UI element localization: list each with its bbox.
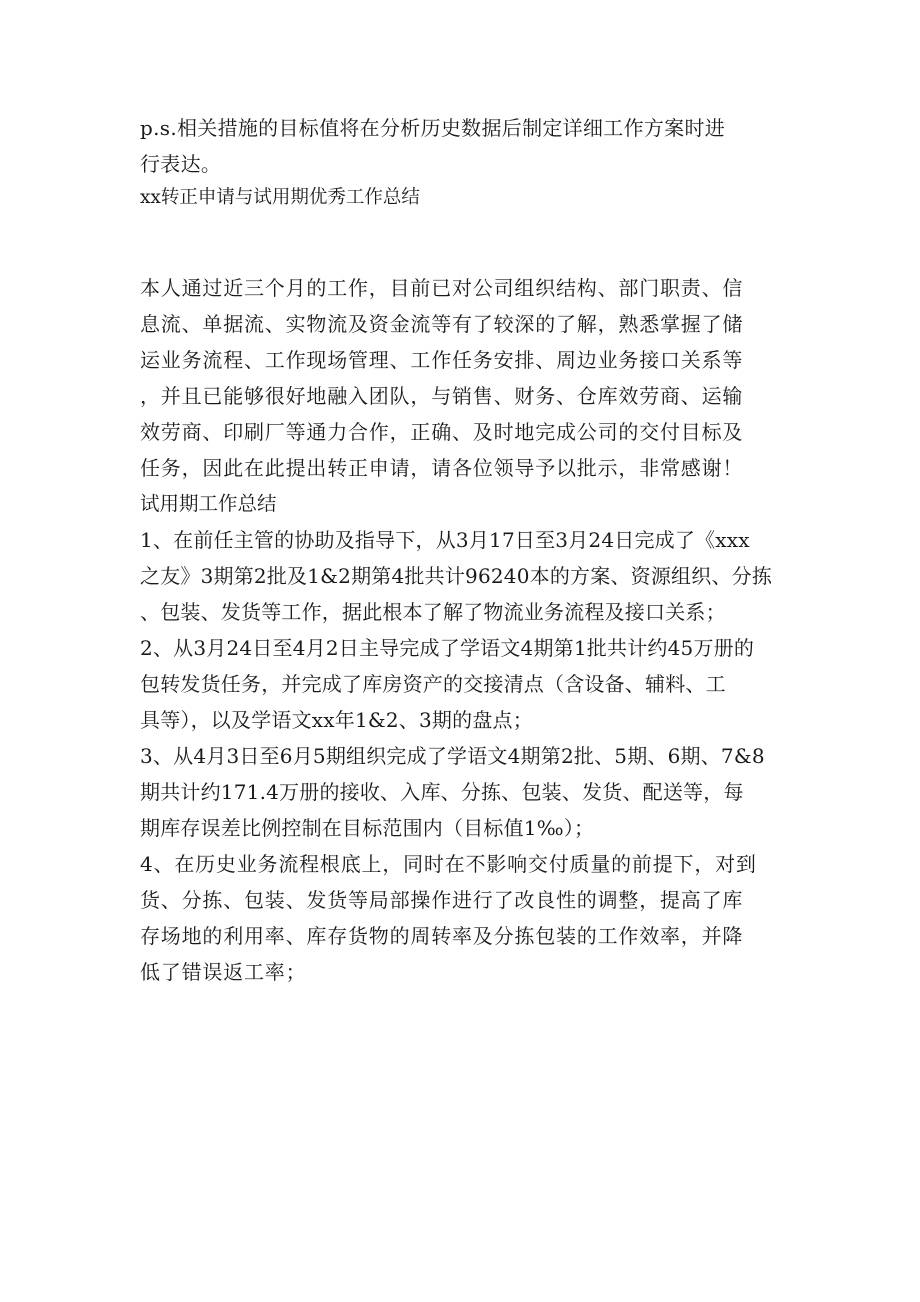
intro-line: 息流、单据流、实物流及资金流等有了较深的了解，熟悉掌握了储 (140, 312, 744, 336)
summary-item-line: 期库存误差比例控制在目标范围内（目标值1‰）； (140, 816, 595, 840)
summary-item-line: 低了错误返工率； (140, 960, 307, 984)
summary-item-line: 3、从4月3日至6月5期组织完成了学语文4期第2批、5期、6期、7&8 (140, 744, 765, 768)
summary-item-1 (140, 522, 785, 630)
intro-line: 本人通过近三个月的工作，目前已对公司组织结构、部门职责、信 (140, 276, 744, 300)
document-body (140, 110, 785, 990)
intro-line: 任务，因此在此提出转正申请，请各位领导予以批示，非常感谢！ (140, 456, 744, 480)
summary-item-line: 1、在前任主管的协助及指导下，从3月17日至3月24日完成了《xxx (140, 528, 750, 552)
intro-paragraph (140, 270, 785, 486)
summary-item-line: 包转发货任务，并完成了库房资产的交接清点（含设备、辅料、工 (140, 672, 726, 696)
document-title: xx转正申请与试用期优秀工作总结 (140, 187, 420, 208)
summary-item-line: 存场地的利用率、库存货物的周转率及分拣包装的工作效率，并降 (140, 924, 744, 948)
ps-note-line: 行表达。 (140, 152, 222, 176)
summary-item-line: 货、分拣、包装、发货等局部操作进行了改良性的调整，提高了库 (140, 888, 744, 912)
summary-item-line: 具等），以及学语文xx年1&2、3期的盘点； (140, 708, 533, 732)
ps-note-line: p.s.相关措施的目标值将在分析历史数据后制定详细工作方案时进 (140, 116, 726, 140)
summary-item-line: 、包装、发货等工作，据此根本了解了物流业务流程及接口关系； (140, 600, 726, 624)
summary-item-line: 之友》3期第2批及1&2期第4批共计96240本的方案、资源组织、分拣 (140, 564, 773, 588)
summary-heading: 试用期工作总结 (140, 492, 277, 515)
summary-item-4 (140, 846, 785, 990)
ps-note (140, 110, 785, 182)
summary-item-line: 期共计约171.4万册的接收、入库、分拣、包装、发货、配送等，每 (140, 780, 744, 804)
intro-line: 效劳商、印刷厂等通力合作，正确、及时地完成公司的交付目标及 (140, 420, 744, 444)
summary-item-3 (140, 738, 785, 846)
summary-item-2 (140, 630, 785, 738)
intro-line: ，并且已能够很好地融入团队，与销售、财务、仓库效劳商、运输 (140, 384, 744, 408)
intro-line: 运业务流程、工作现场管理、工作任务安排、周边业务接口关系等 (140, 348, 744, 372)
summary-item-line: 2、从3月24日至4月2日主导完成了学语文4期第1批共计约45万册的 (140, 636, 755, 660)
summary-item-line: 4、在历史业务流程根底上，同时在不影响交付质量的前提下，对到 (140, 852, 757, 876)
spacer (140, 214, 785, 270)
